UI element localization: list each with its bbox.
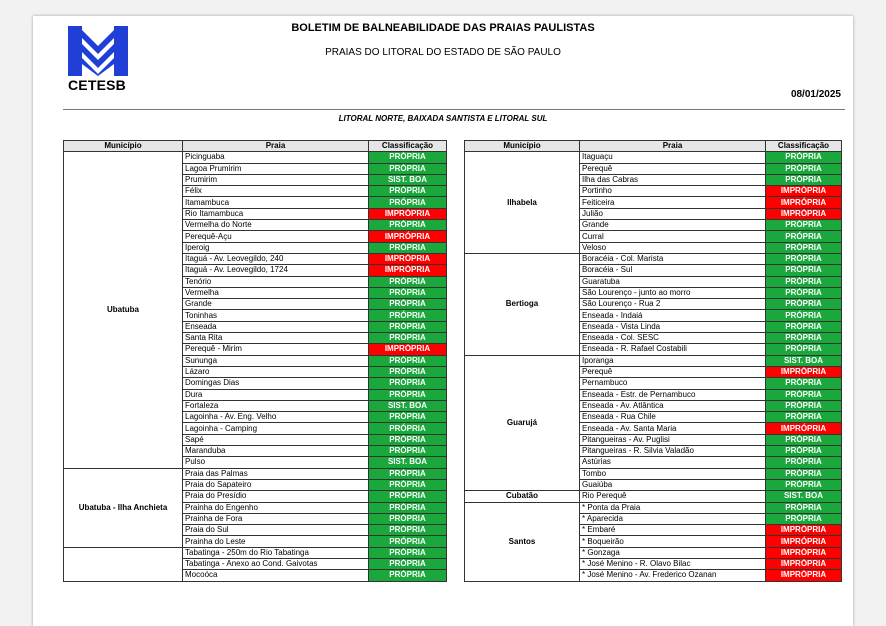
right-beach-table	[464, 140, 842, 582]
classification-badge: IMPRÓPRIA	[369, 265, 447, 276]
table-row	[64, 547, 447, 558]
classification-badge: SIST. BOA	[766, 491, 842, 502]
classification-badge: PRÓPRIA	[369, 333, 447, 344]
classification-badge: PRÓPRIA	[369, 242, 447, 253]
classification-badge: PRÓPRIA	[369, 310, 447, 321]
beach-name: Tabatinga - 250m do Rio Tabatinga	[183, 547, 369, 558]
beach-name: Praia do Presídio	[183, 491, 369, 502]
classification-badge: IMPRÓPRIA	[369, 208, 447, 219]
classification-badge: PRÓPRIA	[369, 434, 447, 445]
beach-name: Lagoa Prumirim	[183, 163, 369, 174]
classification-badge: PRÓPRIA	[766, 253, 842, 264]
classification-badge: IMPRÓPRIA	[766, 547, 842, 558]
beach-name: Enseada	[183, 321, 369, 332]
classification-badge: PRÓPRIA	[369, 152, 447, 163]
classification-badge: PRÓPRIA	[766, 344, 842, 355]
classification-badge: PRÓPRIA	[369, 558, 447, 569]
col-classificacao: Classificação	[369, 141, 447, 152]
beach-name: Perequê	[580, 366, 766, 377]
beach-name: Lagoinha - Av. Eng. Velho	[183, 412, 369, 423]
classification-badge: PRÓPRIA	[369, 412, 447, 423]
beach-name: Prainha de Fora	[183, 513, 369, 524]
col-municipio: Município	[64, 141, 183, 152]
municipio-cell	[64, 547, 183, 581]
classification-badge: PRÓPRIA	[369, 479, 447, 490]
classification-badge: PRÓPRIA	[766, 152, 842, 163]
classification-badge: PRÓPRIA	[369, 321, 447, 332]
beach-name: Itaguaçu	[580, 152, 766, 163]
table-row	[64, 152, 447, 163]
beach-name: Sununga	[183, 355, 369, 366]
classification-badge: PRÓPRIA	[766, 513, 842, 524]
classification-badge: SIST. BOA	[766, 355, 842, 366]
classification-badge: IMPRÓPRIA	[766, 208, 842, 219]
beach-name: Enseada - Rua Chile	[580, 412, 766, 423]
table-row	[465, 491, 842, 502]
beach-name: Santa Rita	[183, 333, 369, 344]
beach-name: Perequê-Açu	[183, 231, 369, 242]
beach-name: Ilha das Cabras	[580, 174, 766, 185]
beach-name: Praia do Sapateiro	[183, 479, 369, 490]
beach-name: * José Menino - R. Olavo Bilac	[580, 558, 766, 569]
beach-name: Itamambuca	[183, 197, 369, 208]
classification-badge: IMPRÓPRIA	[766, 423, 842, 434]
classification-badge: IMPRÓPRIA	[766, 525, 842, 536]
classification-badge: PRÓPRIA	[369, 423, 447, 434]
beach-name: Veloso	[580, 242, 766, 253]
beach-name: Perequê	[580, 163, 766, 174]
beach-name: Julião	[580, 208, 766, 219]
beach-name: Curral	[580, 231, 766, 242]
classification-badge: SIST. BOA	[369, 174, 447, 185]
beach-name: Enseada - Estr. de Pernambuco	[580, 389, 766, 400]
beach-name: Enseada - Col. SESC	[580, 333, 766, 344]
classification-badge: PRÓPRIA	[369, 536, 447, 547]
classification-badge: IMPRÓPRIA	[766, 197, 842, 208]
beach-name: Feiticeira	[580, 197, 766, 208]
beach-name: Picinguaba	[183, 152, 369, 163]
classification-badge: PRÓPRIA	[369, 197, 447, 208]
classification-badge: IMPRÓPRIA	[766, 536, 842, 547]
municipio-cell: Ilhabela	[465, 152, 580, 254]
beach-name: Pitangueiras - Av. Puglisi	[580, 434, 766, 445]
classification-badge: PRÓPRIA	[369, 446, 447, 457]
beach-name: São Lourenço - Rua 2	[580, 299, 766, 310]
classification-badge: PRÓPRIA	[766, 174, 842, 185]
beach-name: * Gonzaga	[580, 547, 766, 558]
beach-name: Pitangueiras - R. Silvia Valadão	[580, 446, 766, 457]
classification-badge: PRÓPRIA	[766, 446, 842, 457]
col-classificacao: Classificação	[766, 141, 842, 152]
classification-badge: PRÓPRIA	[369, 186, 447, 197]
beach-name: Itaguá - Av. Leovegildo, 1724	[183, 265, 369, 276]
table-header-row	[465, 141, 842, 152]
classification-badge: PRÓPRIA	[766, 321, 842, 332]
beach-name: Félix	[183, 186, 369, 197]
beach-name: Enseada - Vista Linda	[580, 321, 766, 332]
classification-badge: PRÓPRIA	[369, 299, 447, 310]
beach-name: Vermelha	[183, 287, 369, 298]
classification-badge: PRÓPRIA	[369, 163, 447, 174]
classification-badge: IMPRÓPRIA	[766, 570, 842, 581]
beach-name: Tombo	[580, 468, 766, 479]
beach-name: Praia do Sul	[183, 525, 369, 536]
classification-badge: PRÓPRIA	[766, 231, 842, 242]
classification-badge: IMPRÓPRIA	[766, 186, 842, 197]
cetesb-logo	[68, 26, 128, 93]
classification-badge: PRÓPRIA	[766, 242, 842, 253]
classification-badge: PRÓPRIA	[369, 276, 447, 287]
classification-badge: PRÓPRIA	[369, 547, 447, 558]
beach-name: Boracéia - Sul	[580, 265, 766, 276]
col-praia: Praia	[183, 141, 369, 152]
beach-name: Itaguá - Av. Leovegildo, 240	[183, 253, 369, 264]
beach-name: Astúrias	[580, 457, 766, 468]
classification-badge: PRÓPRIA	[369, 525, 447, 536]
beach-name: Grande	[183, 299, 369, 310]
beach-name: Lázaro	[183, 366, 369, 377]
classification-badge: PRÓPRIA	[369, 355, 447, 366]
table-row	[465, 355, 842, 366]
classification-badge: SIST. BOA	[369, 457, 447, 468]
region-label: LITORAL NORTE, BAIXADA SANTISTA E LITORAL SUL	[338, 114, 548, 123]
beach-name: Mocoóca	[183, 570, 369, 581]
table-row	[465, 152, 842, 163]
beach-name: Enseada - Indaiá	[580, 310, 766, 321]
table-row	[64, 468, 447, 479]
classification-badge: PRÓPRIA	[369, 220, 447, 231]
beach-name: Enseada - Av. Santa Maria	[580, 423, 766, 434]
beach-name: Enseada - R. Rafael Costabili	[580, 344, 766, 355]
classification-badge: PRÓPRIA	[766, 412, 842, 423]
beach-name: Grande	[580, 220, 766, 231]
beach-name: * Aparecida	[580, 513, 766, 524]
beach-name: * Boqueirão	[580, 536, 766, 547]
classification-badge: PRÓPRIA	[766, 287, 842, 298]
classification-badge: PRÓPRIA	[369, 570, 447, 581]
beach-name: Iporanga	[580, 355, 766, 366]
left-beach-table	[63, 140, 447, 582]
page-title: BOLETIM DE BALNEABILIDADE DAS PRAIAS PAULISTAS	[291, 22, 595, 34]
beach-name: Sapé	[183, 434, 369, 445]
beach-name: Pulso	[183, 457, 369, 468]
beach-name: * Embaré	[580, 525, 766, 536]
table-header-row	[64, 141, 447, 152]
beach-name: Iperoig	[183, 242, 369, 253]
classification-badge: PRÓPRIA	[369, 389, 447, 400]
classification-badge: PRÓPRIA	[766, 299, 842, 310]
beach-name: Dura	[183, 389, 369, 400]
municipio-cell: Cubatão	[465, 491, 580, 502]
municipio-cell: Guarujá	[465, 355, 580, 491]
municipio-cell: Bertioga	[465, 253, 580, 355]
classification-badge: IMPRÓPRIA	[369, 344, 447, 355]
classification-badge: PRÓPRIA	[766, 389, 842, 400]
classification-badge: PRÓPRIA	[766, 310, 842, 321]
classification-badge: PRÓPRIA	[766, 378, 842, 389]
beach-name: Tenório	[183, 276, 369, 287]
beach-name: São Lourenço - junto ao morro	[580, 287, 766, 298]
classification-badge: PRÓPRIA	[766, 265, 842, 276]
beach-name: Enseada - Av. Atlântica	[580, 400, 766, 411]
municipio-cell: Ubatuba - Ilha Anchieta	[64, 468, 183, 547]
col-praia: Praia	[580, 141, 766, 152]
classification-badge: PRÓPRIA	[766, 502, 842, 513]
beach-name: Portinho	[580, 186, 766, 197]
beach-name: Domingas Dias	[183, 378, 369, 389]
beach-name: Pernambuco	[580, 378, 766, 389]
beach-name: Fortaleza	[183, 400, 369, 411]
table-row	[465, 253, 842, 264]
beach-name: Guaratuba	[580, 276, 766, 287]
beach-name: Guaiúba	[580, 479, 766, 490]
classification-badge: PRÓPRIA	[369, 378, 447, 389]
beach-name: Tabatinga - Anexo ao Cond. Gaivotas	[183, 558, 369, 569]
classification-badge: PRÓPRIA	[766, 333, 842, 344]
classification-badge: PRÓPRIA	[766, 468, 842, 479]
classification-badge: PRÓPRIA	[766, 163, 842, 174]
classification-badge: PRÓPRIA	[766, 479, 842, 490]
page-subtitle: PRAIAS DO LITORAL DO ESTADO DE SÃO PAULO	[325, 47, 561, 58]
classification-badge: PRÓPRIA	[766, 434, 842, 445]
classification-badge: IMPRÓPRIA	[766, 558, 842, 569]
beach-name: Perequê - Mirim	[183, 344, 369, 355]
classification-badge: PRÓPRIA	[369, 287, 447, 298]
beach-name: Prainha do Leste	[183, 536, 369, 547]
col-municipio: Município	[465, 141, 580, 152]
beach-name: Prainha do Engenho	[183, 502, 369, 513]
beach-name: Vermelha do Norte	[183, 220, 369, 231]
classification-badge: PRÓPRIA	[766, 457, 842, 468]
bulletin-date: 08/01/2025	[790, 89, 841, 100]
logo-text: CETESB	[68, 77, 126, 93]
classification-badge: IMPRÓPRIA	[369, 253, 447, 264]
classification-badge: IMPRÓPRIA	[766, 366, 842, 377]
beach-name: * José Menino - Av. Frederico Ozanan	[580, 570, 766, 581]
classification-badge: PRÓPRIA	[766, 276, 842, 287]
classification-badge: PRÓPRIA	[766, 400, 842, 411]
municipio-cell: Ubatuba	[64, 152, 183, 468]
classification-badge: IMPRÓPRIA	[369, 231, 447, 242]
classification-badge: PRÓPRIA	[369, 502, 447, 513]
beach-name: Praia das Palmas	[183, 468, 369, 479]
municipio-cell: Santos	[465, 502, 580, 581]
classification-badge: PRÓPRIA	[369, 491, 447, 502]
header-divider	[63, 109, 845, 110]
beach-name: Toninhas	[183, 310, 369, 321]
classification-badge: PRÓPRIA	[369, 366, 447, 377]
classification-badge: SIST. BOA	[369, 400, 447, 411]
beach-name: Boracéia - Col. Marista	[580, 253, 766, 264]
beach-name: Lagoinha - Camping	[183, 423, 369, 434]
beach-name: Maranduba	[183, 446, 369, 457]
table-row	[465, 502, 842, 513]
beach-name: Prumirim	[183, 174, 369, 185]
beach-name: Rio Itamambuca	[183, 208, 369, 219]
classification-badge: PRÓPRIA	[766, 220, 842, 231]
classification-badge: PRÓPRIA	[369, 513, 447, 524]
classification-badge: PRÓPRIA	[369, 468, 447, 479]
beach-name: * Ponta da Praia	[580, 502, 766, 513]
beach-name: Rio Perequê	[580, 491, 766, 502]
